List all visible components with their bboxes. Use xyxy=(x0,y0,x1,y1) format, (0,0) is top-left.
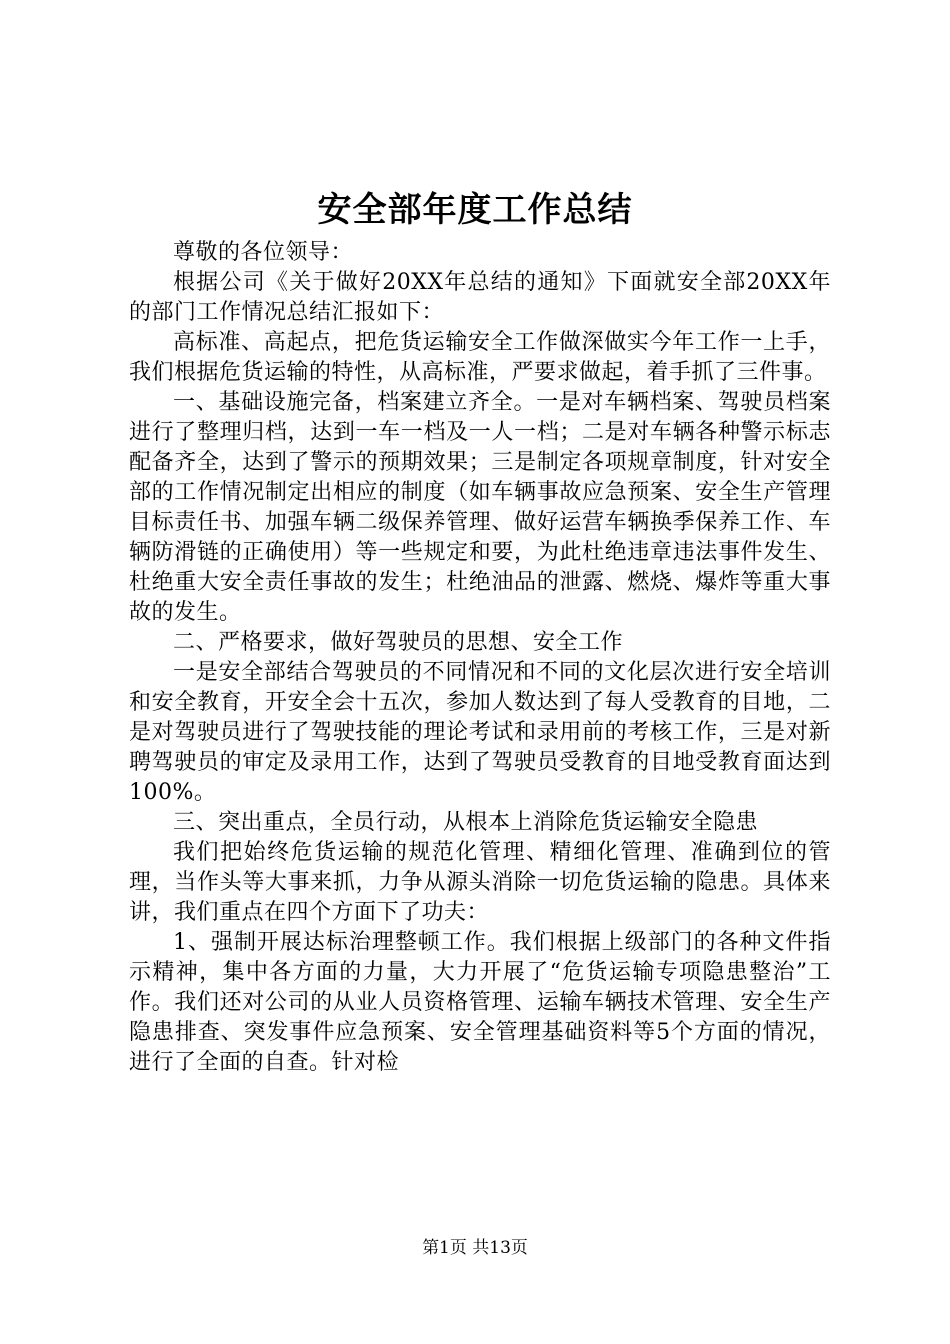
page-footer: 第1页 共13页 xyxy=(422,1238,528,1258)
paragraph-section-1: 一、基础设施完备，档案建立齐全。一是对车辆档案、驾驶员档案进行了整理归档，达到一车一档及一人一档；二是对车辆各种警示标志配备齐全，达到了警示的预期效果；三是制定各项规章制度，针对安全部的工作情况制定出相应的制度（如车辆事故应急预案、安全生产管理目标责任书、加强车辆二级保养管理、做好运营车辆换季保养工作、车辆防滑链的正确使用）等一些规定和要，为此杜绝违章违法事件发生、杜绝重大安全责任事故的发生；杜绝油品的泄露、燃烧、爆炸等重大事故的发生。 xyxy=(129,390,831,625)
paragraph-section-3-body: 我们把始终危货运输的规范化管理、精细化管理、准确到位的管理，当作头等大事来抓，力争从源头消除一切危货运输的隐患。具体来讲，我们重点在四个方面下了功夫： xyxy=(129,840,831,925)
paragraph-intro: 根据公司《关于做好20XX年总结的通知》下面就安全部20XX年的部门工作情况总结汇报如下： xyxy=(129,270,831,325)
document-title: 安全部年度工作总结 xyxy=(317,190,633,230)
paragraph-item-1: 1、强制开展达标治理整顿工作。我们根据上级部门的各种文件指示精神，集中各方面的力量，大力开展了“危货运输专项隐患整治”工作。我们还对公司的从业人员资格管理、运输车辆技术管理、安全生产隐患排查、突发事件应急预案、安全管理基础资料等5个方面的情况，进行了全面的自查。针对检 xyxy=(129,930,831,1075)
paragraph-section-2-heading: 二、严格要求，做好驾驶员的思想、安全工作 xyxy=(173,630,624,655)
paragraph-section-3-heading: 三、突出重点，全员行动，从根本上消除危货运输安全隐患 xyxy=(173,810,759,835)
paragraph-section-2-body: 一是安全部结合驾驶员的不同情况和不同的文化层次进行安全培训和安全教育，开安全会十五次，参加人数达到了每人受教育的目地，二是对驾驶员进行了驾驶技能的理论考试和录用前的考核工作，三是对新聘驾驶员的审定及录用工作，达到了驾驶员受教育的目地受教育面达到100%。 xyxy=(129,660,831,805)
paragraph-salutation: 尊敬的各位领导： xyxy=(173,240,354,265)
paragraph-overview: 高标准、高起点，把危货运输安全工作做深做实今年工作一上手，我们根据危货运输的特性，从高标准，严要求做起，着手抓了三件事。 xyxy=(129,330,831,385)
document-body xyxy=(129,238,831,1078)
